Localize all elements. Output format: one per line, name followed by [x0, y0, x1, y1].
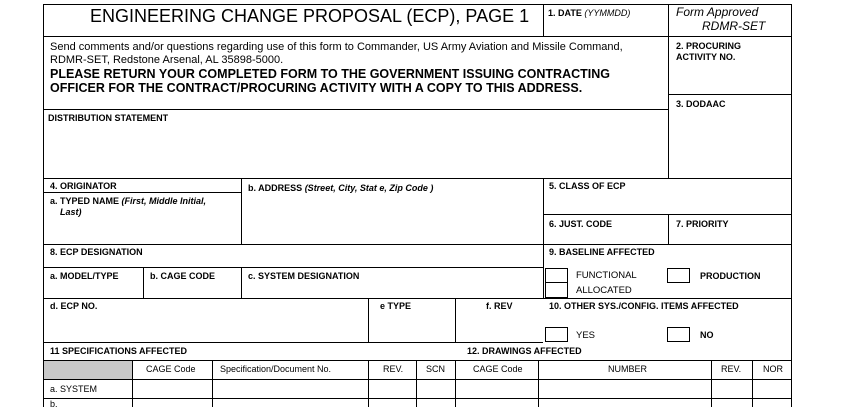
class-of-ecp-label: 5. CLASS OF ECP — [549, 181, 626, 191]
spec-col-rev: REV. — [383, 364, 404, 374]
return-instruction-2: OFFICER FOR THE CONTRACT/PROCURING ACTIVITY WITH A COPY TO THIS ADDRESS. — [50, 81, 583, 95]
distribution-statement-field[interactable] — [44, 125, 667, 178]
allocated-label: ALLOCATED — [576, 285, 632, 296]
spec-row-system: a. SYSTEM — [50, 384, 98, 394]
drawing-col-nor: NOR — [763, 364, 783, 374]
functional-checkbox[interactable] — [545, 268, 568, 283]
spec-col-cage: CAGE Code — [146, 364, 196, 374]
yes-label: YES — [576, 330, 596, 341]
address-field[interactable] — [242, 195, 542, 243]
e-type-label: e TYPE — [380, 301, 412, 311]
spec-col-document: Specification/Document No. — [220, 364, 332, 374]
spec-row-system-fields[interactable] — [133, 380, 791, 398]
typed-name-label-cont: Last) — [60, 207, 82, 217]
form-approved: Form Approved — [676, 5, 759, 19]
f-rev-label: f. REV — [486, 301, 513, 311]
procuring-activity-label-1: 2. PROCURING — [676, 41, 742, 51]
distribution-statement-label: DISTRIBUTION STATEMENT — [48, 113, 169, 123]
dodaac-label: 3. DODAAC — [676, 99, 726, 109]
priority-label: 7. PRIORITY — [676, 219, 729, 229]
drawing-col-number: NUMBER — [608, 364, 648, 374]
no-checkbox[interactable] — [667, 327, 690, 342]
specifications-affected-label: 11 SPECIFICATIONS AFFECTED — [50, 346, 188, 356]
typed-name-field[interactable] — [44, 218, 240, 243]
allocated-checkbox[interactable] — [545, 283, 568, 298]
address-label: b. ADDRESS (Street, City, Stat e, Zip Code ) — [248, 183, 434, 193]
baseline-affected-label: 9. BASELINE AFFECTED — [549, 247, 655, 257]
drawing-col-rev: REV. — [721, 364, 742, 374]
instructions-line2: RDMR-SET, Redstone Arsenal, AL 35898-5000. — [50, 54, 284, 66]
ecp-no-label: d. ECP NO. — [50, 301, 98, 311]
ecp-designation-label: 8. ECP DESIGNATION — [50, 247, 143, 257]
yes-checkbox[interactable] — [545, 327, 568, 342]
typed-name-label: a. TYPED NAME (First, Middle Initial, — [50, 196, 207, 206]
no-label: NO — [700, 330, 714, 340]
spec-row-b: b. — [50, 399, 58, 409]
just-code-label: 6. JUST. CODE — [549, 219, 613, 229]
other-sys-label: 10. OTHER SYS./CONFIG. ITEMS AFFECTED — [549, 301, 739, 311]
production-label: PRODUCTION — [700, 271, 761, 281]
form-code: RDMR-SET — [702, 19, 766, 33]
procuring-activity-label-2: ACTIVITY NO. — [676, 52, 736, 62]
model-type-label: a. MODEL/TYPE — [50, 271, 119, 281]
return-instruction-1: PLEASE RETURN YOUR COMPLETED FORM TO THE GOVERNMENT ISSUING CONTRACTING — [50, 67, 610, 81]
form-title: ENGINEERING CHANGE PROPOSAL (ECP), PAGE 1 — [90, 6, 530, 26]
instructions-line1: Send comments and/or questions regarding use of this form to Commander, US Army Aviation and Missile Command, — [50, 41, 623, 53]
cage-code-label: b. CAGE CODE — [150, 271, 216, 281]
system-designation-label: c. SYSTEM DESIGNATION — [248, 271, 360, 281]
originator-label: 4. ORIGINATOR — [50, 181, 117, 191]
spec-table-corner-shade — [44, 361, 132, 379]
production-checkbox[interactable] — [667, 268, 690, 283]
drawings-affected-label: 12. DRAWINGS AFFECTED — [467, 346, 582, 356]
drawing-col-cage: CAGE Code — [473, 364, 523, 374]
date-label: 1. DATE (YYMMDD) — [548, 8, 631, 18]
functional-label: FUNCTIONAL — [576, 270, 637, 281]
spec-col-scn: SCN — [426, 364, 446, 374]
